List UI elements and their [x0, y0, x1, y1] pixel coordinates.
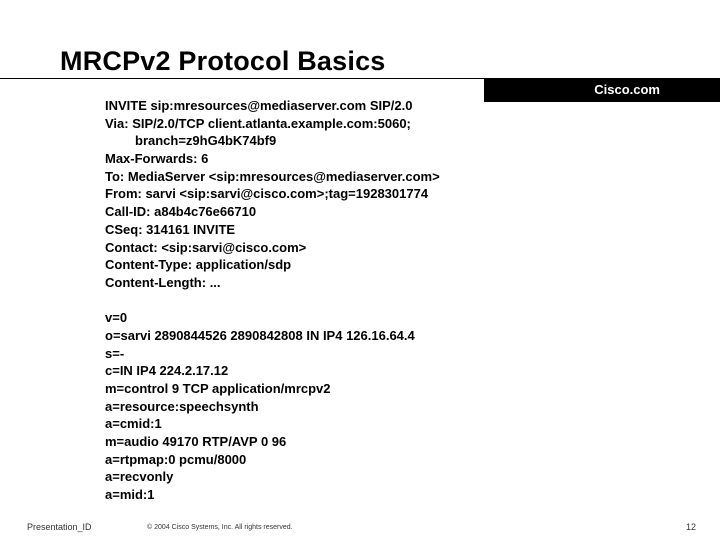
sip-line-max-forwards: Max-Forwards: 6	[105, 151, 209, 167]
header-bar	[484, 78, 720, 102]
sdp-line-resource: a=resource:speechsynth	[105, 398, 259, 414]
sdp-line-rtpmap: a=rtpmap:0 pcmu/8000	[105, 451, 247, 467]
sdp-line-cmid: a=cmid:1	[105, 416, 162, 432]
sip-line-content-length: Content-Length: ...	[105, 274, 221, 290]
footer-copyright: © 2004 Cisco Systems, Inc. All rights reserved.	[147, 524, 293, 531]
sip-line-to: To: MediaServer <sip:mresources@mediaserver.com>	[105, 168, 440, 184]
sip-line-cseq: CSeq: 314161 INVITE	[105, 221, 236, 237]
cisco-brand-label: Cisco.com	[594, 82, 660, 97]
sip-line-request: INVITE sip:mresources@mediaserver.com SIP/2.0	[105, 98, 413, 113]
sdp-line-mid: a=mid:1	[105, 487, 155, 503]
sip-line-branch: branch=z9hG4bK74bf9	[135, 133, 277, 149]
sip-line-call-id: Call-ID: a84b4c76e66710	[105, 204, 257, 220]
sdp-line-session: s=-	[105, 345, 125, 361]
sip-line-from: From: sarvi <sip:sarvi@cisco.com>;tag=1928301774	[105, 186, 429, 202]
sdp-line-origin: o=sarvi 2890844526 2890842808 IN IP4 126.16.64.4	[105, 327, 415, 343]
sdp-line-media-audio: m=audio 49170 RTP/AVP 0 96	[105, 434, 287, 450]
sdp-line-connection: c=IN IP4 224.2.17.12	[105, 363, 229, 379]
sdp-line-recvonly: a=recvonly	[105, 469, 174, 485]
footer-page-number: 12	[685, 522, 696, 532]
sip-line-content-type: Content-Type: application/sdp	[105, 257, 292, 273]
header-body-gap	[105, 292, 440, 310]
slide-title: MRCPv2 Protocol Basics	[60, 46, 386, 76]
sdp-line-media-control: m=control 9 TCP application/mrcpv2	[105, 381, 331, 396]
sdp-line-version: v=0	[105, 310, 128, 326]
sip-message-body	[105, 97, 440, 504]
sip-line-contact: Contact: <sip:sarvi@cisco.com>	[105, 239, 307, 255]
footer-presentation-id: Presentation_ID	[27, 522, 92, 532]
sip-line-via: Via: SIP/2.0/TCP client.atlanta.example.com:5060;	[105, 115, 411, 131]
